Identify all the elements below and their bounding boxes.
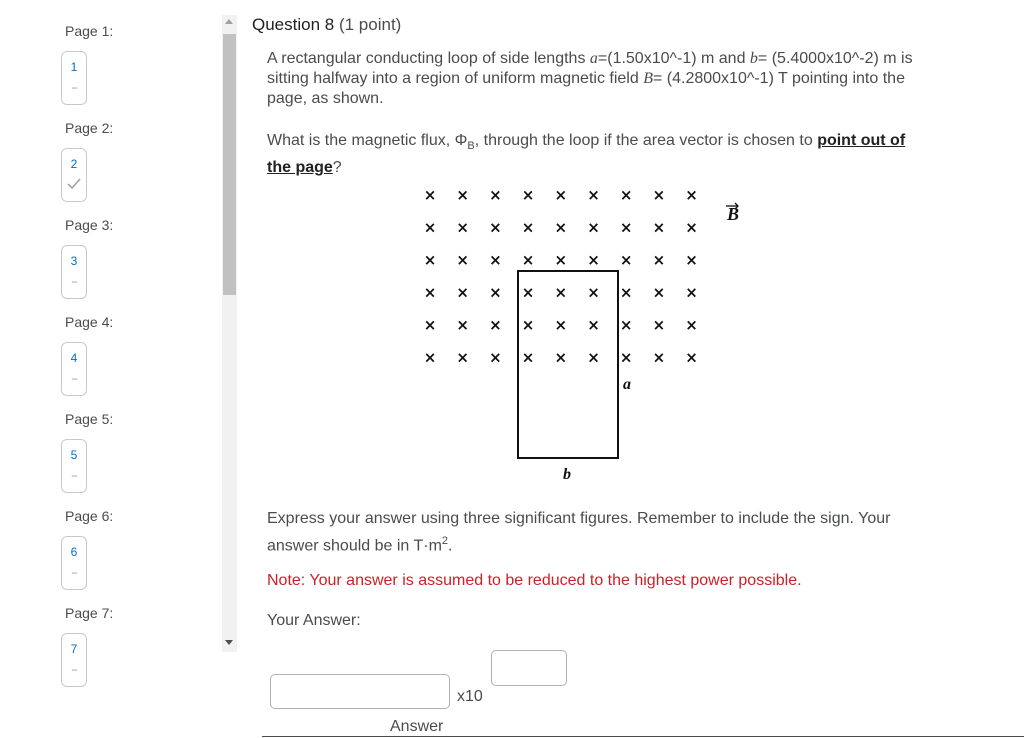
field-cross-icon: ×: [554, 251, 568, 269]
field-cross-icon: ×: [619, 251, 633, 269]
page-group-7: [65, 605, 114, 676]
page-number: 6: [70, 545, 78, 559]
side-label-b: b: [563, 466, 571, 483]
field-cross-icon: ×: [521, 348, 535, 367]
field-cross-icon: ×: [456, 251, 469, 269]
checkmark-icon: [67, 177, 81, 191]
field-cross-icon: ×: [652, 316, 666, 334]
page-group-2: [65, 120, 114, 171]
field-cross-icon: ×: [587, 283, 600, 302]
page-label: Page 2:: [65, 120, 114, 136]
side-label-a: a: [623, 376, 631, 393]
page-button-7[interactable]: [61, 633, 87, 687]
field-cross-icon: ×: [554, 283, 568, 302]
field-cross-icon: ×: [456, 348, 469, 367]
note: Note: Your answer is assumed to be reduced to the highest power possible.: [267, 572, 802, 589]
page-label: Page 7:: [65, 605, 114, 621]
sidebar-scrollbar[interactable]: [222, 15, 237, 652]
your-answer-label: Your Answer:: [267, 612, 361, 629]
page-number: 3: [70, 254, 78, 268]
page-group-1: [65, 23, 114, 94]
page-button-3[interactable]: [61, 245, 87, 299]
scroll-up-arrow-icon[interactable]: [225, 19, 233, 24]
page-status: --: [71, 373, 77, 385]
field-cross-icon: ×: [521, 283, 535, 302]
field-cross-icon: ×: [521, 186, 535, 204]
page-number: 4: [70, 351, 78, 365]
field-cross-icon: ×: [521, 316, 535, 334]
field-cross-icon: ×: [685, 283, 698, 302]
field-cross-icon: ×: [652, 218, 666, 237]
field-cross-icon: ×: [685, 251, 698, 269]
field-cross-icon: ×: [652, 251, 666, 269]
field-cross-icon: ×: [456, 186, 469, 204]
field-cross-icon: ×: [619, 316, 633, 334]
question-points: (1 point): [338, 15, 402, 34]
field-cross-icon: ×: [554, 186, 568, 204]
field-cross-icon: ×: [587, 251, 600, 269]
page-navigation-sidebar: [0, 0, 222, 676]
divider: [262, 736, 1024, 737]
field-cross-icon: ×: [456, 316, 469, 334]
field-cross-icon: ×: [554, 348, 568, 367]
scroll-down-arrow-icon[interactable]: [225, 640, 233, 645]
field-cross-icon: ×: [587, 348, 600, 367]
scrollbar-thumb[interactable]: [223, 34, 236, 295]
page-status: --: [71, 82, 77, 94]
answer-instructions: Express your answer using three significant figures. Remember to include the sign. Your answer should be in $T\cdot m^2$.: [267, 510, 891, 555]
field-cross-icon: ×: [554, 316, 568, 334]
page-button-1[interactable]: [61, 51, 87, 105]
question-title: [252, 15, 401, 35]
page-status: --: [71, 567, 77, 579]
field-cross-icon: ×: [685, 218, 698, 237]
field-cross-icon: ×: [489, 348, 502, 367]
page-group-6: [65, 508, 114, 579]
answer-caption: Answer: [390, 718, 444, 735]
page-button-4[interactable]: [61, 342, 87, 396]
times-ten-label: x10: [457, 688, 483, 705]
question-number: Question 8: [252, 15, 335, 34]
page-button-6[interactable]: [61, 536, 87, 590]
field-cross-icon: ×: [685, 348, 698, 367]
page-label: Page 6:: [65, 508, 114, 524]
field-cross-icon: ×: [521, 218, 535, 237]
field-cross-icon: ×: [489, 251, 502, 269]
field-cross-icon: ×: [489, 186, 502, 204]
point-out-of-page-link[interactable]: point out of the page: [267, 132, 906, 177]
field-cross-icon: ×: [587, 316, 600, 334]
field-cross-icon: ×: [554, 218, 568, 237]
page-number: 7: [70, 642, 78, 656]
page-status: --: [71, 664, 77, 676]
page-button-5[interactable]: [61, 439, 87, 493]
field-cross-icon: ×: [456, 283, 469, 302]
question-prompt: What is the magnetic flux, $\Phi_B$, through the loop if the area vector is chosen to point out of the page?: [267, 132, 906, 177]
page-button-2[interactable]: [61, 148, 87, 202]
field-cross-icon: ×: [652, 283, 666, 302]
field-label-B: B: [727, 204, 740, 224]
page-status: --: [71, 276, 77, 288]
page-label: Page 3:: [65, 217, 114, 233]
field-cross-icon: ×: [423, 283, 437, 302]
field-cross-icon: ×: [423, 186, 437, 204]
field-cross-icon: ×: [423, 218, 437, 237]
field-cross-icon: ×: [587, 218, 600, 237]
page-label: Page 1:: [65, 23, 114, 39]
field-cross-icon: ×: [652, 348, 666, 367]
field-cross-icon: ×: [456, 218, 469, 237]
field-cross-icon: ×: [685, 186, 698, 204]
page-group-5: [65, 411, 114, 482]
answer-mantissa-input[interactable]: [270, 674, 450, 709]
field-cross-icon: ×: [587, 186, 600, 204]
page-status: --: [71, 470, 77, 482]
page-label: Page 4:: [65, 314, 114, 330]
field-cross-icon: ×: [423, 348, 437, 367]
answer-exponent-input[interactable]: [491, 650, 567, 686]
field-cross-icon: ×: [521, 251, 535, 269]
page-label: Page 5:: [65, 411, 114, 427]
field-cross-icon: ×: [489, 218, 502, 237]
page-group-3: [65, 217, 114, 288]
loop-diagram: [420, 182, 750, 482]
field-cross-icon: ×: [489, 316, 502, 334]
field-cross-icon: ×: [423, 316, 437, 334]
field-cross-icon: ×: [652, 186, 666, 204]
page-number: 2: [70, 157, 78, 171]
field-cross-icon: ×: [489, 283, 502, 302]
field-cross-icon: ×: [423, 251, 437, 269]
field-cross-icon: ×: [619, 283, 633, 302]
field-cross-icon: ×: [619, 186, 633, 204]
page-number: 5: [70, 448, 78, 462]
question-statement: A rectangular conducting loop of side lengths a=(1.50x10^-1) m and b= (5.4000x10^-2) m is sitting halfway into a region of uniform magnetic field B= (4.2800x10^-1) T pointing into the page, as shown.: [267, 50, 913, 107]
field-cross-icon: ×: [619, 348, 633, 367]
field-cross-icon: ×: [685, 316, 698, 334]
magnetic-field-crosses: [424, 186, 698, 367]
field-cross-icon: ×: [619, 218, 633, 237]
page-group-4: [65, 314, 114, 385]
page-number: 1: [70, 60, 78, 74]
